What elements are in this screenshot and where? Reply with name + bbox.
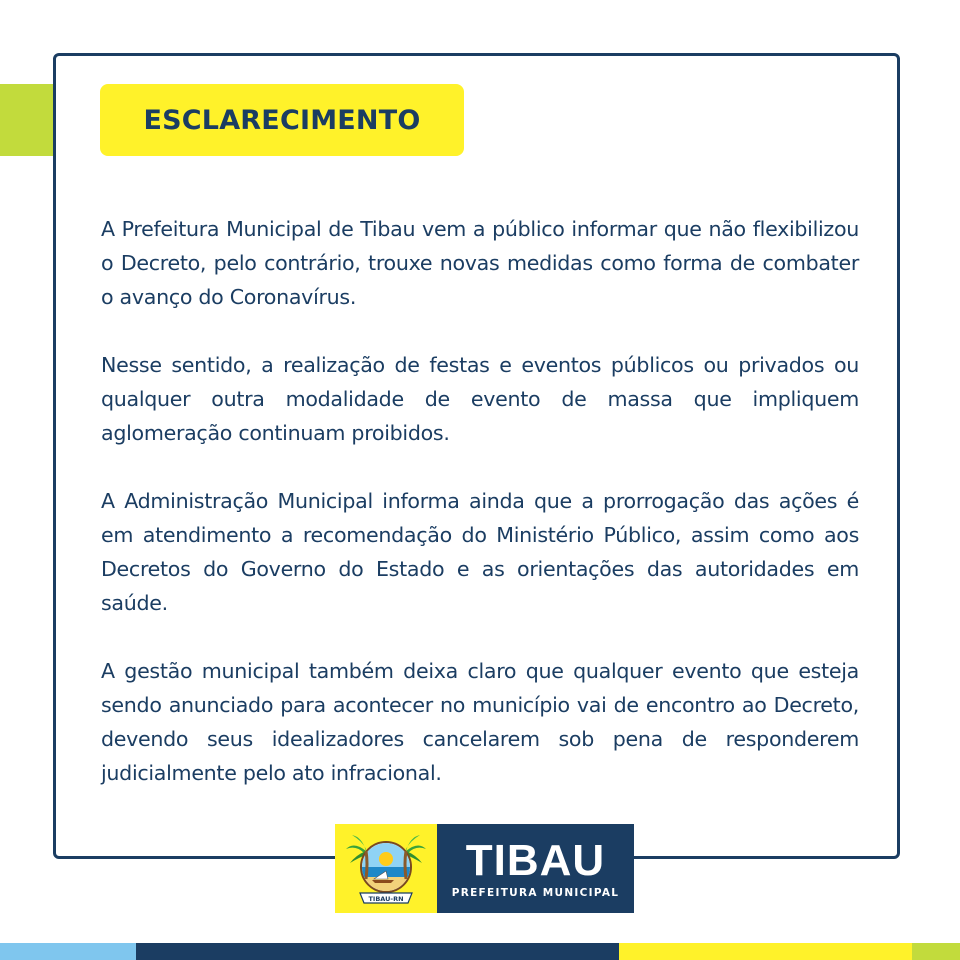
- coat-of-arms-icon: [344, 829, 428, 909]
- bottom-color-strip: [0, 943, 960, 960]
- page-title: ESCLARECIMENTO: [143, 104, 421, 136]
- strip-light-blue: [0, 943, 136, 960]
- municipal-emblem: [335, 824, 437, 913]
- logo-wordmark: [437, 824, 634, 913]
- title-banner: [100, 84, 464, 156]
- paragraph-3: A Administração Municipal informa ainda que a prorrogação das ações é em atendimento a recomendação do Ministério Público, assim como aos Decretos do Governo do Estado e as orientações das autoridades em saúde.: [101, 489, 859, 615]
- strip-navy: [136, 943, 619, 960]
- paragraph-1: A Prefeitura Municipal de Tibau vem a público informar que não flexibilizou o Decreto, pelo contrário, trouxe novas medidas como forma de combater o avanço do Coronavírus.: [101, 217, 859, 309]
- announcement-body: [101, 212, 859, 790]
- tibau-logo: [335, 824, 634, 913]
- logo-subtitle: PREFEITURA MUNICIPAL: [451, 886, 620, 899]
- paragraph-4: A gestão municipal também deixa claro que qualquer evento que esteja sendo anunciado para acontecer no município vai de encontro ao Decreto, devendo seus idealizadores cancelarem sob pena de responderem judicialmente pelo ato infracional.: [101, 659, 859, 785]
- paragraph-2: Nesse sentido, a realização de festas e eventos públicos ou privados ou qualquer outra modalidade de evento de massa que impliquem aglomeração continuam proibidos.: [101, 353, 859, 445]
- strip-yellow: [619, 943, 912, 960]
- logo-name: TIBAU: [465, 835, 606, 885]
- emblem-label: TIBAU-RN: [368, 894, 404, 903]
- strip-lime: [912, 943, 960, 960]
